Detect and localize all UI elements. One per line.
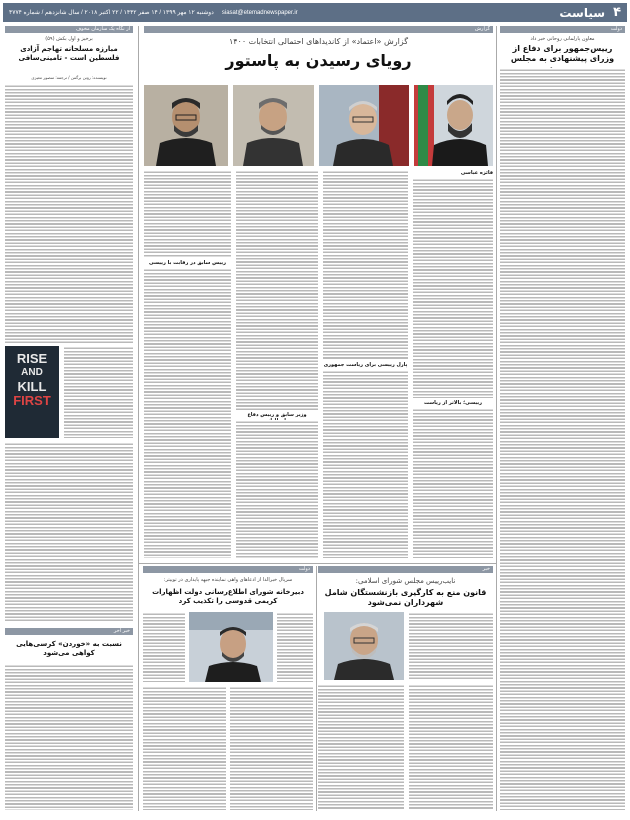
left-column-body-2 xyxy=(64,346,133,438)
lead-story-kicker: گزارش «اعتماد» از کاندیداهای احتمالی انتخابات ۱۴۰۰ xyxy=(228,37,409,46)
portrait-3-image xyxy=(233,85,314,166)
mid-right-strip: خبر xyxy=(318,566,493,573)
portrait-1-image xyxy=(414,85,493,166)
mid-right-body-2 xyxy=(409,684,493,810)
book-title-line-4: FIRST xyxy=(13,393,51,408)
portrait-2-image xyxy=(319,85,409,166)
mid-right-body-3 xyxy=(318,684,404,810)
page-number: ۴ xyxy=(613,5,621,20)
photo-gov xyxy=(189,612,273,682)
lead-column-4 xyxy=(144,170,231,258)
site-address[interactable]: siasat@etemadnewspaper.ir xyxy=(221,9,298,16)
left-column-body-1 xyxy=(5,84,133,344)
mid-left-strip: دولت xyxy=(143,566,313,573)
lead-byline: فائزه عباسی xyxy=(460,170,493,176)
book-title-line-1: RISE xyxy=(16,351,48,366)
spokesman-portrait-image xyxy=(189,612,273,682)
lead-column-1b xyxy=(413,408,493,558)
book-title-line-3: KILL xyxy=(17,379,47,394)
mid-right-headline: قانون منع به کارگیری بازنشستگان شامل شهرداران نمی‌شود xyxy=(324,588,487,607)
right-column-body xyxy=(500,68,625,810)
mid-left-body-1 xyxy=(143,612,185,682)
mid-right-kicker: نایب‌رییس مجلس شورای اسلامی: xyxy=(355,577,456,585)
lead-story-headline: رویای رسیدن به پاستور xyxy=(225,51,412,70)
photo-candidate-1 xyxy=(414,85,493,166)
lead-column-4b xyxy=(144,268,231,558)
mid-vertical-divider xyxy=(316,566,317,811)
mid-left-headline: دبیرخانه شورای اطلاع‌رسانی دولت اظهارات کریمی قدوسی را تکذیب کرد xyxy=(152,588,304,605)
left-column-headline: مبارزه مسلحانه تهاجم آزادی فلسطین است - تامینی‌سافی xyxy=(18,45,120,62)
left-bottom-strip: خبر آخر xyxy=(5,628,133,635)
page-header xyxy=(3,3,627,22)
lead-subhead-1: رییسی؛ بالاتر از ریاست xyxy=(423,400,483,406)
lead-subhead-3: پارل رییسی برای ریاست جمهوری xyxy=(323,362,408,368)
portrait-4-image xyxy=(144,85,228,166)
book-cover xyxy=(5,346,59,438)
lead-column-3b xyxy=(236,420,318,558)
lead-divider xyxy=(138,26,139,811)
book-title-line-2: AND xyxy=(21,367,43,378)
mid-left-body-4 xyxy=(230,686,313,810)
left-column-translator: نویسنده: رونن برگمن / ترجمه: منصور معیزی xyxy=(31,75,107,80)
left-bottom-headline: نسبت به «خوردن» کرسی‌هایی کواهی می‌شود xyxy=(16,640,122,657)
mid-divider xyxy=(138,563,496,564)
photo-candidate-3 xyxy=(233,85,314,166)
right-column-headline: رییس‌جمهور برای دفاع از وزرای پیشنهادی به مجلس xyxy=(510,44,615,63)
mid-left-body-3 xyxy=(143,686,226,810)
lead-column-2b xyxy=(323,370,408,558)
mid-left-body-2 xyxy=(277,612,313,682)
right-column-strip: دولت xyxy=(500,26,625,33)
photo-candidate-2 xyxy=(319,85,409,166)
lead-subhead-5: وزیر سابق و رییس دفاع xyxy=(247,412,307,418)
mp-portrait-image xyxy=(324,612,404,680)
lead-column-2 xyxy=(323,170,408,360)
column-divider xyxy=(496,26,497,811)
lead-subhead-4: رییس‌ سابق در رقابت با رییسی xyxy=(148,260,227,266)
section-title: سیاست xyxy=(559,5,606,20)
mid-left-kicker: سرپال خبرالدا از ادعاهای واهی نماینده جبهه پایداری در توییتر: xyxy=(163,577,293,583)
photo-mp xyxy=(324,612,404,680)
dateline: دوشنبه ۱۲ مهر ۱۳۹۹ / ۱۴ صفر ۱۴۴۲ / ۲۲ اکتبر ۲۰۱۸ / سال شانزدهم / شماره ۴۷۷۴ xyxy=(9,10,214,16)
left-column-strip: از نگاه یک سازمان مخوف xyxy=(5,26,133,33)
left-column-body-3 xyxy=(5,442,133,622)
lead-column-1 xyxy=(413,178,493,398)
left-bottom-body xyxy=(5,664,133,810)
right-column-kicker: معاون پارلمانی روحانی خبر داد xyxy=(530,36,595,42)
lead-story-strip: گزارش xyxy=(144,26,493,33)
mid-right-body-1 xyxy=(409,612,493,680)
photo-candidate-4 xyxy=(144,85,228,166)
left-column-kicker: برخیز و اول بکش (۵۹) xyxy=(45,36,93,42)
lead-column-3 xyxy=(236,170,318,410)
